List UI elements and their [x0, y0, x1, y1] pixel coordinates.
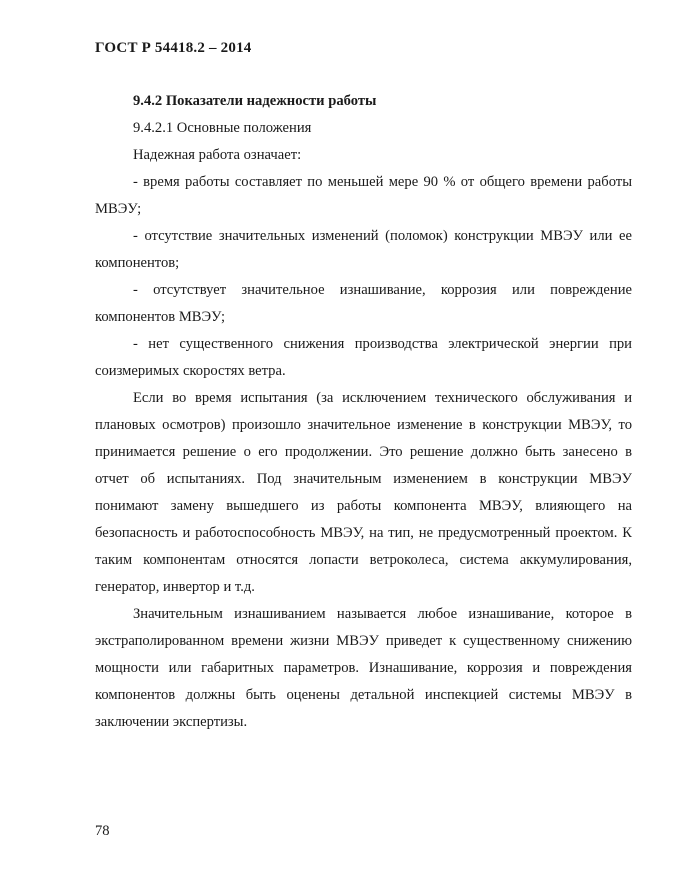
bullet-item: - отсутствие значительных изменений (поломок) конструкции МВЭУ или ее компонентов; [95, 228, 632, 271]
page-number: 78 [95, 823, 110, 839]
intro-text: Надежная работа означает: [133, 147, 302, 163]
section-heading: 9.4.2 Показатели надежности работы [133, 93, 377, 109]
bullet-item: - нет существенного снижения производства электрической энергии при соизмеримых скоростях ветра. [95, 336, 632, 379]
document-header: ГОСТ Р 54418.2 – 2014 [95, 40, 252, 56]
body-paragraph: Значительным изнашиванием называется любое изнашивание, которое в экстраполированном времени жизни МВЭУ приведет к существенному снижению мощности или габаритных параметров. Изнашивание, коррозия и повреждения компонентов должны быть оценены детальной инспекцией системы МВЭУ в заключении экспертизы. [95, 606, 632, 730]
body-paragraph: Если во время испытания (за исключением технического обслуживания и плановых осмотров) произошло значительное изменение в конструкции МВЭУ, то принимается решение о его продолжении. Это решение должно быть занесено в отчет об испытаниях. Под значительным изменением в конструкции МВЭУ понимают замену вышедшего из работы компонента МВЭУ, влияющего на безопасность и работоспособность МВЭУ, на тип, не предусмотренный проектом. К таким компонентам относятся лопасти ветроколеса, система аккумулирования, генератор, инвертор и т.д. [95, 390, 632, 595]
document-body [95, 88, 632, 736]
section-subheading: 9.4.2.1 Основные положения [133, 120, 312, 136]
bullet-item: - время работы составляет по меньшей мере 90 % от общего времени работы МВЭУ; [95, 174, 632, 217]
bullet-item: - отсутствует значительное изнашивание, коррозия или повреждение компонентов МВЭУ; [95, 282, 632, 325]
